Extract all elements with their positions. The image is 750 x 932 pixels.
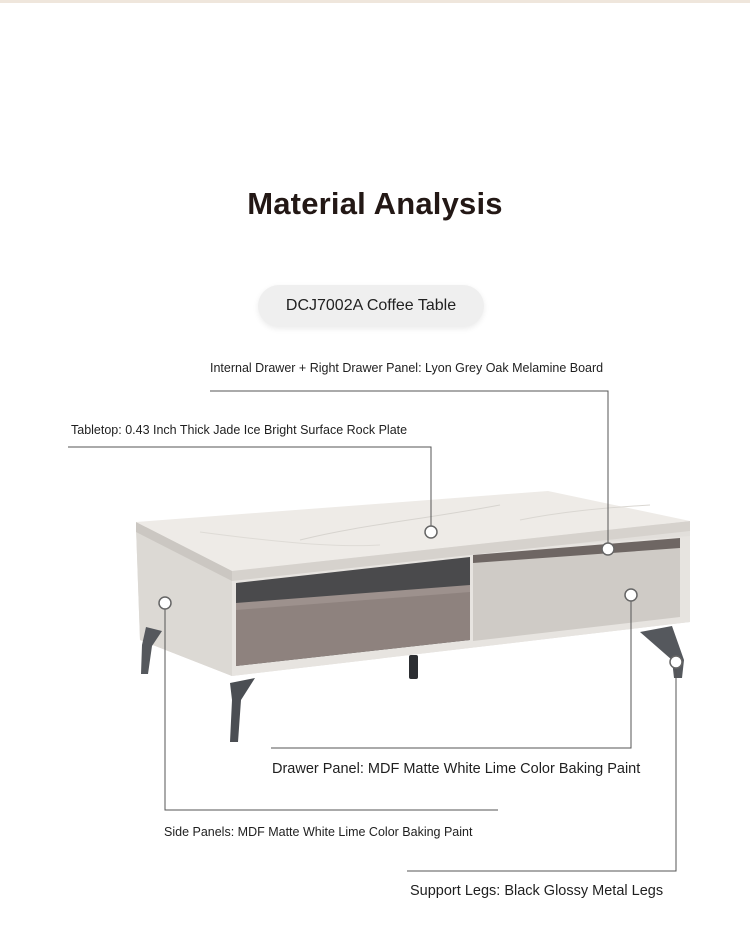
page-title: Material Analysis (247, 186, 503, 221)
product-name: DCJ7002A Coffee Table (285, 297, 457, 314)
back-leg (409, 655, 418, 679)
right-leg (640, 626, 684, 678)
callout-side-panels: Side Panels: MDF Matte White Lime Color Baking Paint (164, 825, 473, 839)
callout-tabletop: Tabletop: 0.43 Inch Thick Jade Ice Bright Surface Rock Plate (71, 423, 408, 437)
callout-internal-drawer: Internal Drawer + Right Drawer Panel: Lyon Grey Oak Melamine Board (210, 361, 604, 375)
front-left-leg (230, 678, 255, 742)
marker-drawer-panel (625, 589, 637, 601)
marker-side-panels (159, 597, 171, 609)
marker-support-legs (670, 656, 682, 668)
marker-internal-drawer (602, 543, 614, 555)
marker-tabletop (425, 526, 437, 538)
callout-drawer-panel: Drawer Panel: MDF Matte White Lime Color Baking Paint (272, 761, 641, 777)
callout-support-legs: Support Legs: Black Glossy Metal Legs (410, 883, 664, 899)
